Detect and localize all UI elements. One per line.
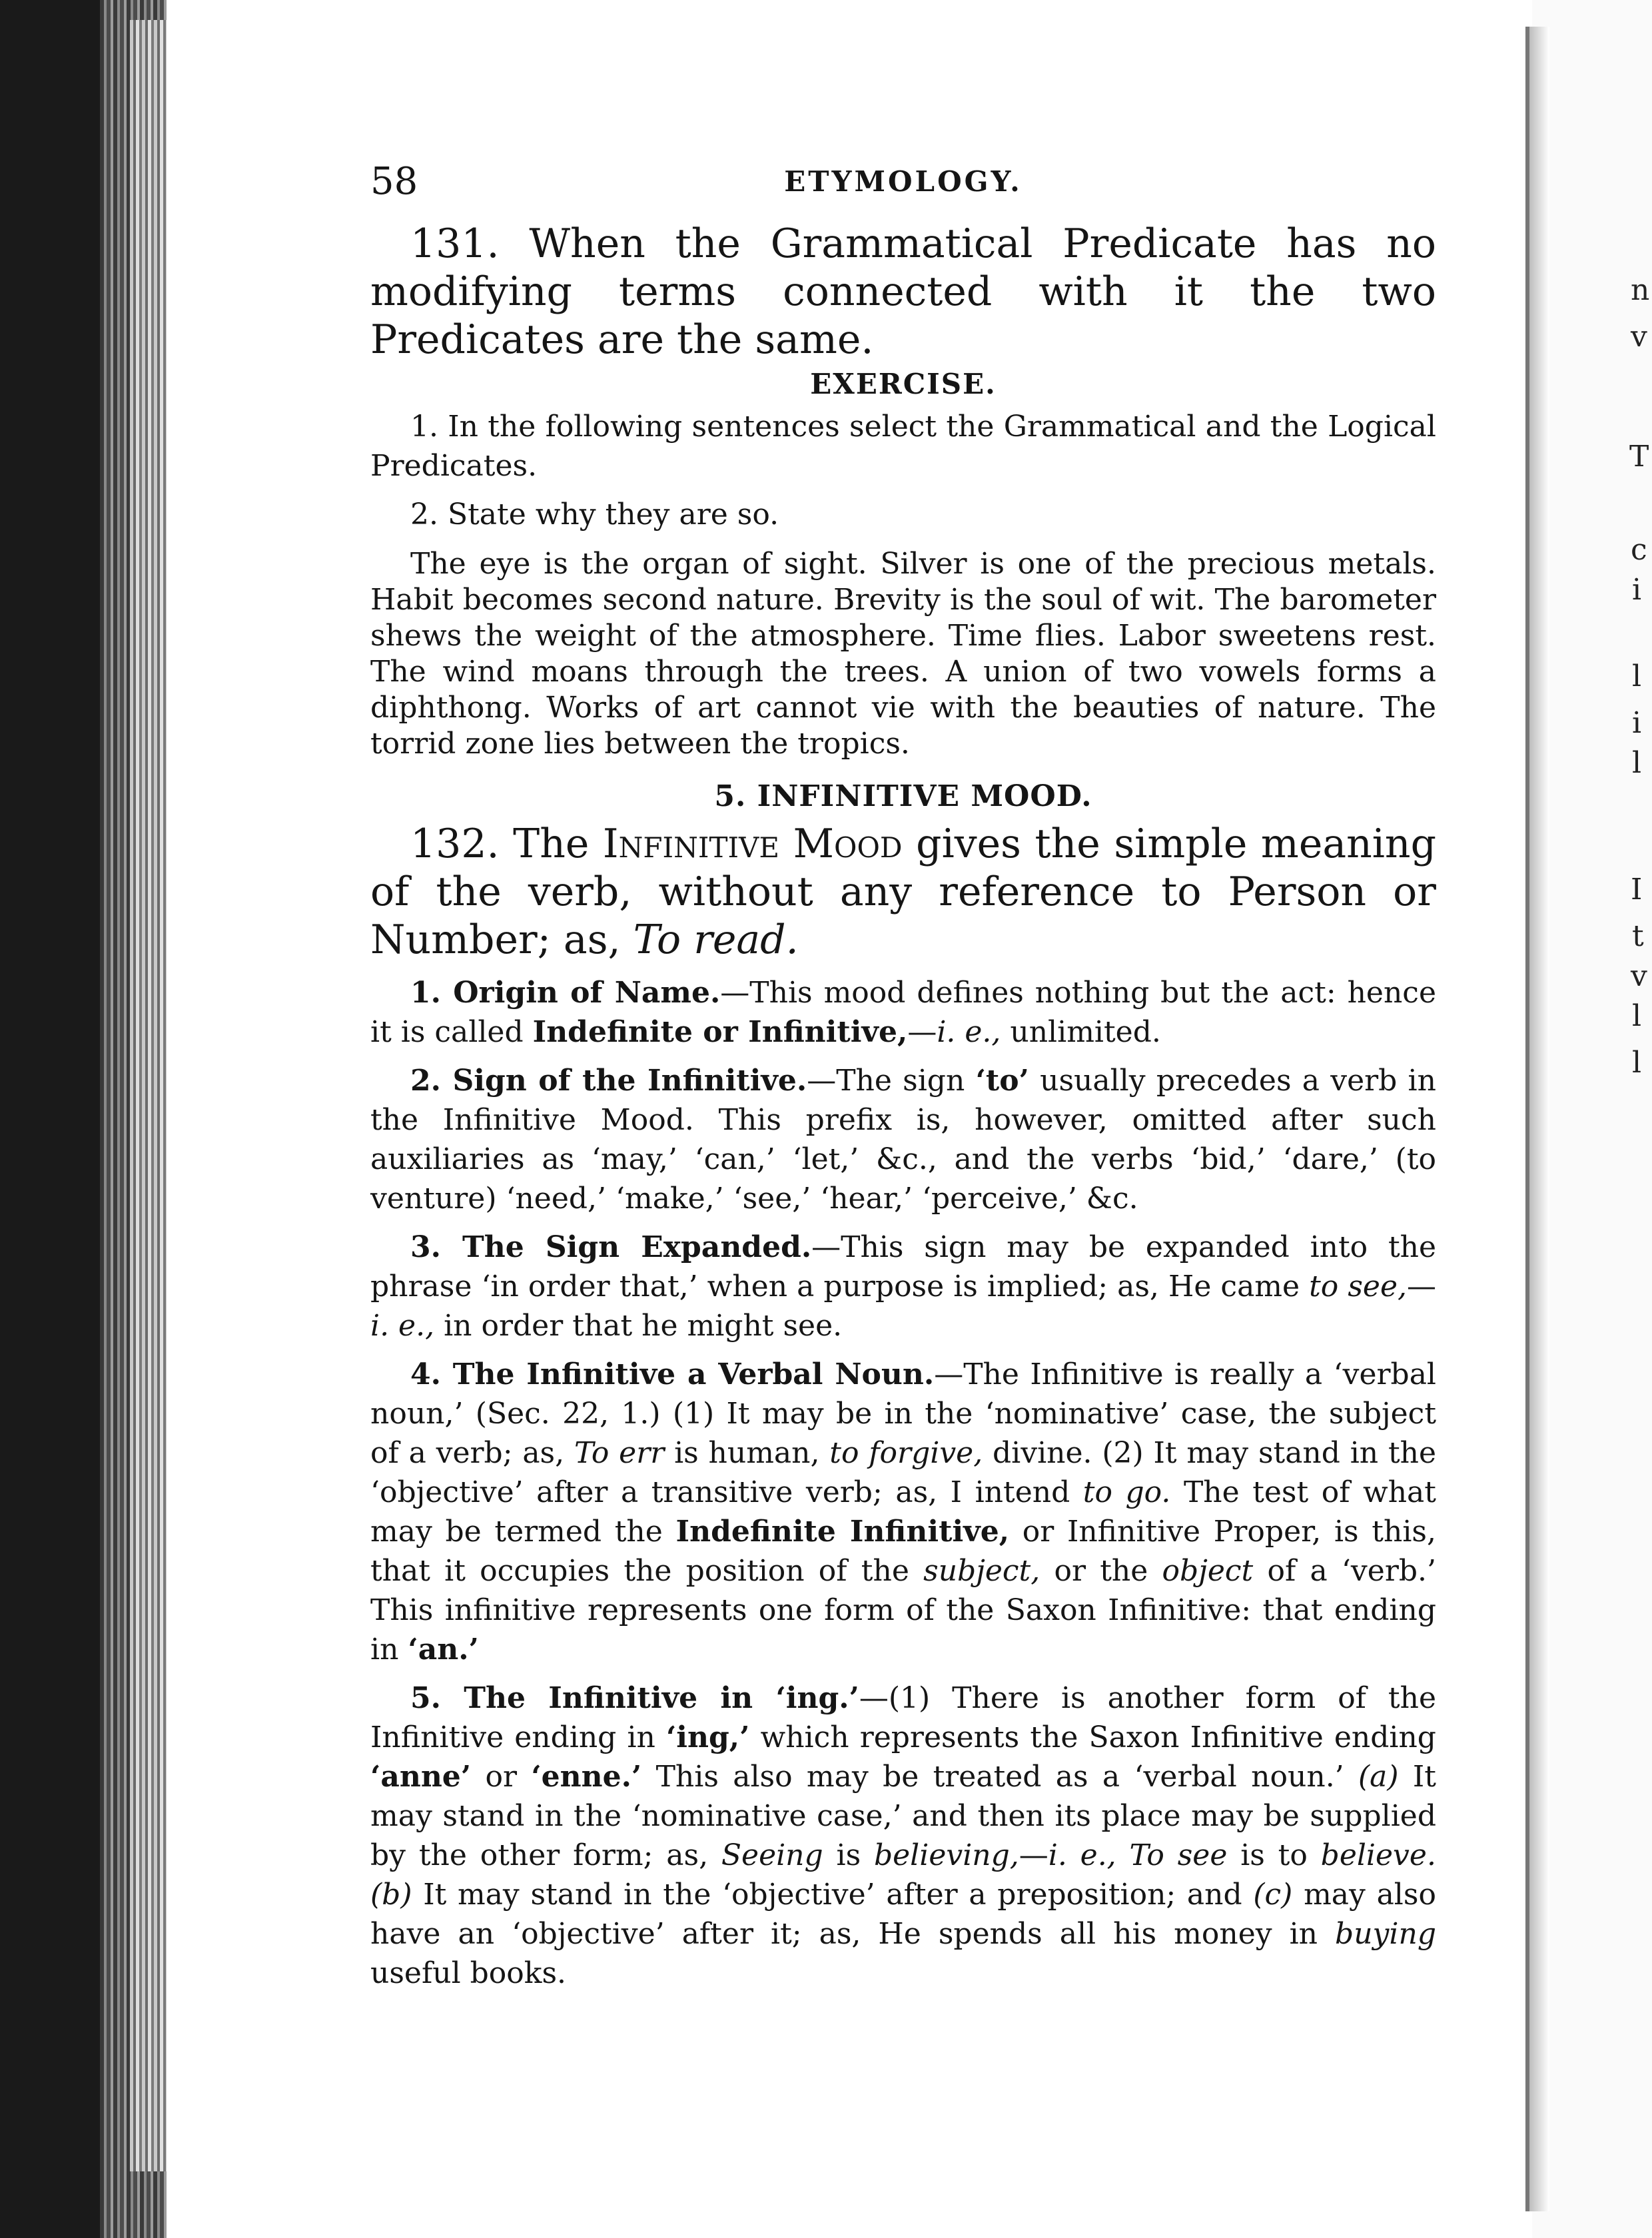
facing-page-fragment: l [1632,746,1642,780]
note-text: of a ‘verb.’ This infinitive represents one form of the Saxon Infinitive: that ending in [370,1554,1436,1667]
running-title: ETYMOLOGY. [784,165,1023,198]
facing-page-fragment: c [1631,533,1647,567]
note-2 [370,1061,1436,1218]
note-example: to go. [1082,1475,1171,1509]
note-text: — [907,1015,937,1049]
note-text: in order that he might see. [444,1309,843,1343]
note-example: object [1162,1554,1254,1588]
facing-page-fragment: t [1632,919,1644,953]
note-text: It may stand in the ‘objective’ after a preposition; and [423,1878,1242,1912]
exercise-sentences: The eye is the organ of sight. Silver is one of the precious metals. Habit becomes second nature. Brevity is the soul of wit. The barometer shews the weight of the atmosphere. Time flies. Labor sweetens rest. The wind moans through the trees. A union of two vowels forms a diphthong. Works of art cannot vie with the beauties of nature. The torrid zone lies between the tropics. [370,547,1436,761]
note-text: —This sign may be expanded into the phrase ‘in order that,’ when a purpose is implied; as, He came [370,1230,1436,1304]
page-number: 58 [370,160,418,203]
note-text: —The sign [807,1064,965,1098]
facing-page-fragment: l [1632,1046,1642,1080]
note-marker: (b) [370,1878,412,1912]
facing-page-fragment: l [1632,999,1642,1033]
note-text: is to [1240,1838,1308,1872]
note-text: or the [1054,1554,1148,1588]
note-term: Indefinite or Infinitive, [532,1015,908,1049]
note-text: This also may be treated as a ‘verbal noun.’ [655,1760,1344,1794]
book-page [370,160,1436,2002]
note-text: — [1019,1838,1048,1872]
facing-page-fragment: i [1632,573,1642,607]
note-text: which represents the Saxon Infinitive ending [760,1720,1436,1754]
note-text: divine. (2) It may stand in the ‘objective’ after a transitive verb; as, I intend [370,1436,1437,1509]
section-heading: 5. INFINITIVE MOOD. [714,779,1092,813]
note-text: unlimited. [1010,1015,1161,1049]
note-term: ‘enne.’ [531,1760,642,1794]
note-term: ‘anne’ [370,1760,472,1794]
note-term: ‘ing,’ [665,1720,750,1754]
note-text: useful books. [370,1956,567,1990]
note-label: 4. The Infinitive a Verbal Noun. [410,1357,935,1391]
facing-page-fragment: n [1631,273,1650,307]
note-abbrev: i. e., [937,1015,1001,1049]
note-text: It may stand in the ‘nominative case,’ and then its place may be supplied by the other form; as, [370,1760,1436,1872]
rule-132 [370,820,1436,964]
rule-term: Infinitive Mood [602,821,903,867]
running-header [370,160,1436,220]
note-label: 3. The Sign Expanded. [410,1230,812,1264]
note-text: or Infinitive Proper, is this, that it occupies the position of the [370,1515,1436,1588]
note-abbrev: i. e., [1048,1838,1116,1872]
note-term: Indefinite Infinitive, [675,1515,1010,1549]
note-text: — [1407,1270,1436,1304]
note-abbrev: i. e., [370,1309,435,1343]
note-example: to forgive, [829,1436,983,1470]
note-marker: (a) [1358,1760,1399,1794]
exercise-heading: EXERCISE. [810,368,997,400]
exercise-item-2: 2. State why they are so. [410,498,779,532]
note-label: 5. The Infinitive in ‘ing.’ [410,1681,859,1715]
note-example: To see [1129,1838,1228,1872]
note-text: or [485,1760,517,1794]
facing-page-fragment: I [1631,873,1643,907]
note-text: The test of what may be termed the [370,1475,1436,1549]
note-example: To err [574,1436,665,1470]
note-example: subject, [923,1554,1040,1588]
note-example: believing, [873,1838,1019,1872]
note-5 [370,1678,1436,1993]
note-term: ‘an.’ [408,1633,479,1667]
facing-page-fragment: i [1632,706,1642,740]
note-marker: (c) [1253,1878,1293,1912]
note-label: 2. Sign of the Infinitive. [410,1064,807,1098]
note-text: is [836,1838,861,1872]
rule-example: To read. [633,917,799,963]
rule-text-pre: The [513,821,590,867]
rule-131 [370,220,1436,364]
facing-page-fragment: v [1631,320,1647,354]
note-example: to see, [1309,1270,1407,1304]
rule-text-post: gives the simple meaning of the verb, without any reference to Person or Number; as, [370,821,1436,963]
exercise-item-1: 1. In the following sentences select the Grammatical and the Logical Predicates. [370,410,1436,483]
note-text: is human, [674,1436,820,1470]
rule-text: When the Grammatical Predicate has no modifying terms connected with it the two Predicates are the same. [370,220,1436,363]
note-term: ‘to’ [975,1064,1029,1098]
note-1 [370,973,1436,1052]
rule-number: 132. [410,821,500,867]
facing-page-fragment: T [1629,440,1649,474]
note-example: buying [1335,1917,1436,1951]
facing-page-shadow [1529,27,1549,2211]
note-text: —(1) There is another form of the Infinitive ending in [370,1681,1436,1754]
facing-page-fragment: v [1631,959,1647,993]
facing-page-fragment: l [1632,659,1642,693]
note-example: believe. [1320,1838,1436,1872]
note-4 [370,1355,1436,1669]
note-label: 1. Origin of Name. [410,976,721,1010]
note-3 [370,1228,1436,1345]
rule-number: 131. [410,220,500,267]
note-text: —The Infinitive is really a ‘verbal noun,’ (Sec. 22, 1.) (1) It may be in the ‘nominative’ case, the subject of a verb; as, [370,1357,1436,1470]
page-edges-inner [130,20,167,2171]
note-text: may also have an ‘objective’ after it; as, He spends all his money in [370,1878,1436,1951]
note-example: Seeing [721,1838,823,1872]
note-text: usually precedes a verb in the Infinitive Mood. This prefix is, however, omitted after such auxiliaries as ‘may,’ ‘can,’ ‘let,’ &c., and the verbs ‘bid,’ ‘dare,’ (to venture) ‘need,’ ‘make,’ ‘see,’ ‘hear,’ ‘perceive,’ &c. [370,1064,1436,1216]
note-text: —This mood defines nothing but the act: hence it is called [370,976,1436,1049]
